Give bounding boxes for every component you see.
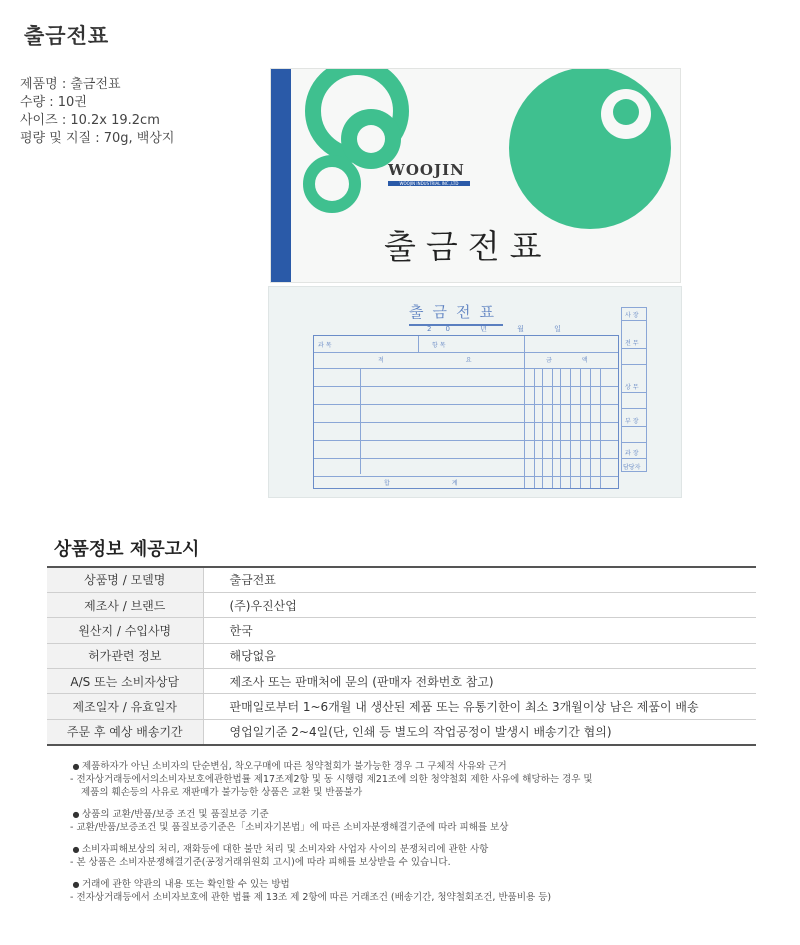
form-side-label: 담당자 bbox=[623, 464, 641, 471]
info-section-heading: 상품정보 제공고시 bbox=[54, 539, 200, 560]
table-key: 제조일자 / 유효일자 bbox=[47, 694, 203, 719]
table-row bbox=[47, 719, 756, 744]
form-date-line: 20 년 월 일 bbox=[427, 325, 575, 333]
table-row bbox=[47, 618, 756, 643]
bullet-icon: ● bbox=[72, 762, 80, 771]
table-value: 영업일기준 2~4일(단, 인쇄 등 별도의 작업공정이 발생시 배송기간 협의) bbox=[203, 719, 756, 744]
bullet-icon: ● bbox=[72, 810, 80, 819]
table-key: 제조사 / 브랜드 bbox=[47, 592, 203, 617]
notice-item bbox=[70, 808, 760, 834]
notice-sub: 제품의 훼손등의 사유로 재판매가 불가능한 상품은 교환 및 반품불가 bbox=[81, 787, 363, 798]
table-value: (주)우진산업 bbox=[203, 592, 756, 617]
notice-sub: - 본 상품은 소비자분쟁해결기준(공정거래위원회 고시)에 따라 피해를 보상받을 수 있습니다. bbox=[70, 857, 451, 868]
cover-ring-left bbox=[303, 155, 361, 213]
product-cover-image bbox=[270, 68, 681, 283]
notice-sub: - 전자상거래등에서의소비자보호에관한법률 제17조제2항 및 동 시행령 제21조에 의한 청약철회 제한 사유에 해당하는 경우 및 bbox=[70, 774, 593, 785]
form-col-amount: 금 액 bbox=[546, 357, 602, 364]
form-grid bbox=[313, 335, 619, 489]
form-col-summary: 적 요 bbox=[378, 357, 512, 364]
table-value: 판매일로부터 1~6개월 내 생산된 제품 또는 유통기한이 최소 3개월이상 남은 제품이 배송 bbox=[203, 694, 756, 719]
table-row bbox=[47, 592, 756, 617]
notice-item bbox=[70, 760, 760, 799]
page-title: 출금전표 bbox=[24, 24, 110, 48]
cover-title: 출금전표 bbox=[384, 227, 552, 266]
form-side-label: 사 장 bbox=[625, 312, 639, 319]
table-key: 상품명 / 모델명 bbox=[47, 567, 203, 592]
table-key: A/S 또는 소비자상담 bbox=[47, 669, 203, 694]
form-side-label: 과 장 bbox=[625, 450, 639, 457]
notice-main: 상품의 교환/반품/보증 조건 및 품질보증 기준 bbox=[82, 809, 269, 820]
form-field-item: 항 목 bbox=[432, 342, 446, 349]
notice-sub: - 교환/반품/보증조건 및 품질보증기준은「소비자기본법」에 따른 소비자분쟁해결기준에 따라 피해를 보상 bbox=[70, 822, 509, 833]
notices bbox=[70, 760, 760, 913]
cover-spine bbox=[271, 69, 291, 282]
bullet-icon: ● bbox=[72, 880, 80, 889]
spec-quantity: 수량 : 10권 bbox=[20, 95, 87, 110]
spec-size: 사이즈 : 10.2x 19.2cm bbox=[20, 113, 160, 128]
product-specs bbox=[20, 76, 174, 148]
table-key: 원산지 / 수입사명 bbox=[47, 618, 203, 643]
table-key: 허가관련 정보 bbox=[47, 643, 203, 668]
product-info-table bbox=[47, 566, 756, 746]
notice-main: 소비자피해보상의 처리, 재화등에 대한 불만 처리 및 소비자와 사업자 사이의 분쟁처리에 관한 사항 bbox=[82, 844, 489, 855]
brand-logo: WOOJIN bbox=[388, 161, 465, 179]
brand-logo-sub: WOOJIN INDUSTRIAL INC.,LTD bbox=[388, 181, 470, 186]
notice-item bbox=[70, 843, 760, 869]
bullet-icon: ● bbox=[72, 845, 80, 854]
form-total: 합 계 bbox=[384, 480, 488, 487]
table-key: 주문 후 예상 배송기간 bbox=[47, 719, 203, 744]
table-value: 제조사 또는 판매처에 문의 (판매자 전화번호 참고) bbox=[203, 669, 756, 694]
form-side-label: 부 장 bbox=[625, 418, 639, 425]
spec-name: 제품명 : 출금전표 bbox=[20, 77, 121, 92]
cover-circle-large bbox=[509, 68, 671, 229]
spec-paper: 평량 및 지질 : 70g, 백상지 bbox=[20, 131, 175, 146]
table-row bbox=[47, 694, 756, 719]
table-value: 한국 bbox=[203, 618, 756, 643]
notice-main: 거래에 관한 약관의 내용 또는 확인할 수 있는 방법 bbox=[82, 879, 290, 890]
form-side-label: 상 무 bbox=[625, 384, 639, 391]
notice-sub: - 전자상거래등에서 소비자보호에 관한 법률 제 13조 제 2항에 따른 거래조건 (배송기간, 청약철회조건, 반품비용 등) bbox=[70, 892, 552, 903]
table-row bbox=[47, 669, 756, 694]
form-side-label: 전 무 bbox=[625, 340, 639, 347]
table-value: 출금전표 bbox=[203, 567, 756, 592]
product-form-image bbox=[268, 286, 682, 498]
table-row bbox=[47, 567, 756, 592]
table-row bbox=[47, 643, 756, 668]
notice-item bbox=[70, 878, 760, 904]
form-field-account: 과 목 bbox=[318, 342, 332, 349]
form-title: 출금전표 bbox=[409, 301, 503, 326]
table-value: 해당없음 bbox=[203, 643, 756, 668]
form-approval-column bbox=[621, 307, 647, 472]
notice-main: 제품하자가 아닌 소비자의 단순변심, 착오구매에 따른 청약철회가 불가능한 경우 그 구체적 사유와 근거 bbox=[82, 761, 507, 772]
